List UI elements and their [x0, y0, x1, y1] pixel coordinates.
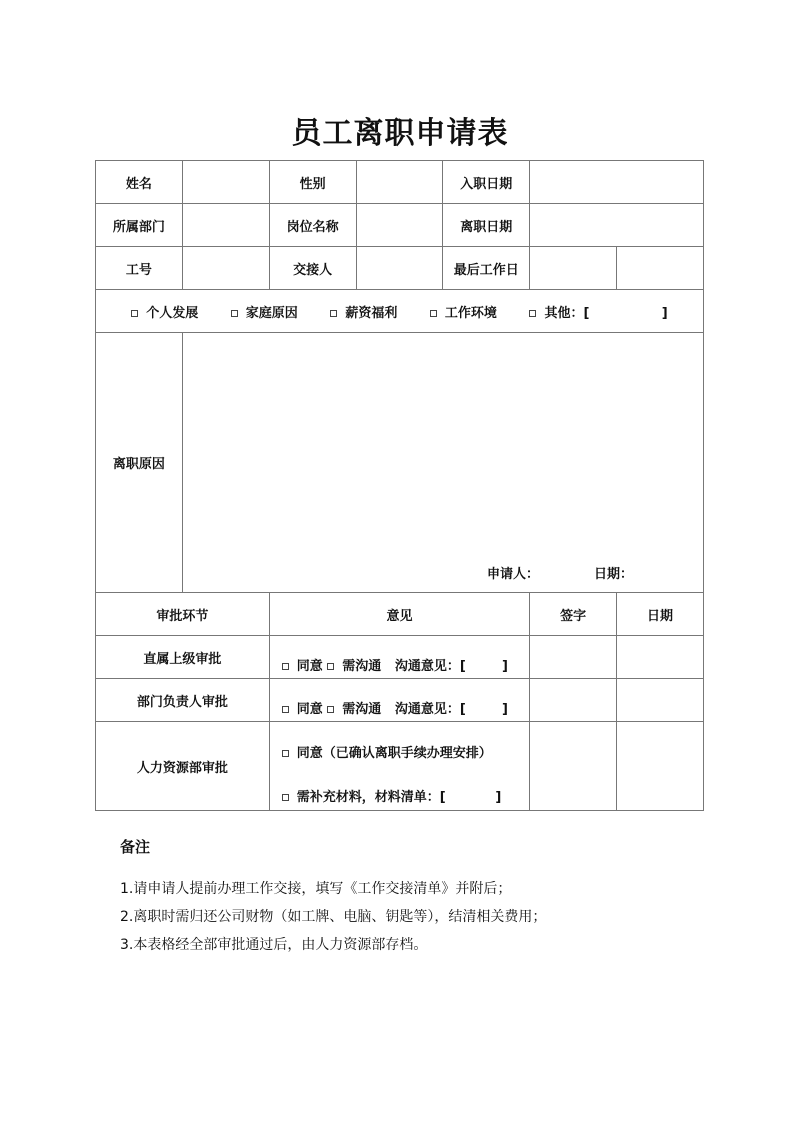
opinion-dept-head: 同意 需沟通 沟通意见：[ ]: [269, 679, 530, 722]
field-name[interactable]: [182, 161, 269, 204]
field-reason[interactable]: [182, 333, 703, 593]
resignation-form: [95, 160, 704, 811]
label-reason: 离职原因: [96, 333, 183, 593]
checkbox-icon: [430, 310, 437, 317]
note-item: 3.本表格经全部审批通过后，由人力资源部存档。: [120, 937, 428, 953]
reason-option[interactable]: 其他：[ ]: [529, 306, 667, 321]
opinion-hr: 同意（已确认离职手续办理安排） 需补充材料，材料清单：[ ]: [269, 722, 530, 811]
field-emp-no[interactable]: [182, 247, 269, 290]
signature-hr[interactable]: [530, 722, 617, 811]
field-last-day-extra[interactable]: [617, 247, 704, 290]
notes-section: [120, 836, 546, 959]
label-leave-date: 离职日期: [443, 204, 530, 247]
label-department: 所属部门: [96, 204, 183, 247]
date-label: 日期：: [593, 567, 633, 582]
checkbox-icon: [131, 310, 138, 317]
header-signature: 签字: [530, 593, 617, 636]
label-position: 岗位名称: [269, 204, 356, 247]
stage-hr: 人力资源部审批: [96, 722, 270, 811]
checkbox-icon[interactable]: [282, 663, 289, 670]
page-title: 员工离职申请表: [291, 116, 509, 151]
stage-supervisor: 直属上级审批: [96, 636, 270, 679]
checkbox-icon: [330, 310, 337, 317]
signature-supervisor[interactable]: [530, 636, 617, 679]
field-handover[interactable]: [356, 247, 443, 290]
checkbox-icon[interactable]: [282, 794, 289, 801]
reason-option[interactable]: 工作环境: [430, 306, 497, 321]
label-emp-no: 工号: [96, 247, 183, 290]
header-stage: 审批环节: [96, 593, 270, 636]
label-name: 姓名: [96, 161, 183, 204]
date-supervisor[interactable]: [617, 636, 704, 679]
signature-dept-head[interactable]: [530, 679, 617, 722]
field-last-day[interactable]: [530, 247, 617, 290]
checkbox-icon: [231, 310, 238, 317]
opinion-supervisor: 同意 需沟通 沟通意见：[ ]: [269, 636, 530, 679]
checkbox-icon: [529, 310, 536, 317]
reason-option[interactable]: 薪资福利: [330, 306, 397, 321]
field-gender[interactable]: [356, 161, 443, 204]
field-department[interactable]: [182, 204, 269, 247]
note-item: 2.离职时需归还公司财物（如工牌、电脑、钥匙等），结清相关费用；: [120, 909, 547, 925]
applicant-label: 申请人：: [486, 567, 539, 582]
label-handover: 交接人: [269, 247, 356, 290]
checkbox-icon[interactable]: [282, 750, 289, 757]
checkbox-icon[interactable]: [327, 706, 334, 713]
stage-dept-head: 部门负责人审批: [96, 679, 270, 722]
label-gender: 性别: [269, 161, 356, 204]
label-join-date: 入职日期: [443, 161, 530, 204]
date-hr[interactable]: [617, 722, 704, 811]
note-item: 1.请申请人提前办理工作交接，填写《工作交接清单》并附后；: [120, 881, 512, 897]
field-join-date[interactable]: [530, 161, 704, 204]
notes-title: 备注: [120, 838, 151, 856]
date-dept-head[interactable]: [617, 679, 704, 722]
label-last-day: 最后工作日: [443, 247, 530, 290]
header-opinion: 意见: [269, 593, 530, 636]
reason-option[interactable]: 家庭原因: [231, 306, 298, 321]
checkbox-icon[interactable]: [282, 706, 289, 713]
header-date: 日期: [617, 593, 704, 636]
reason-option[interactable]: 个人发展: [131, 306, 198, 321]
field-leave-date[interactable]: [530, 204, 704, 247]
reason-options: [96, 290, 704, 333]
checkbox-icon[interactable]: [327, 663, 334, 670]
field-position[interactable]: [356, 204, 443, 247]
